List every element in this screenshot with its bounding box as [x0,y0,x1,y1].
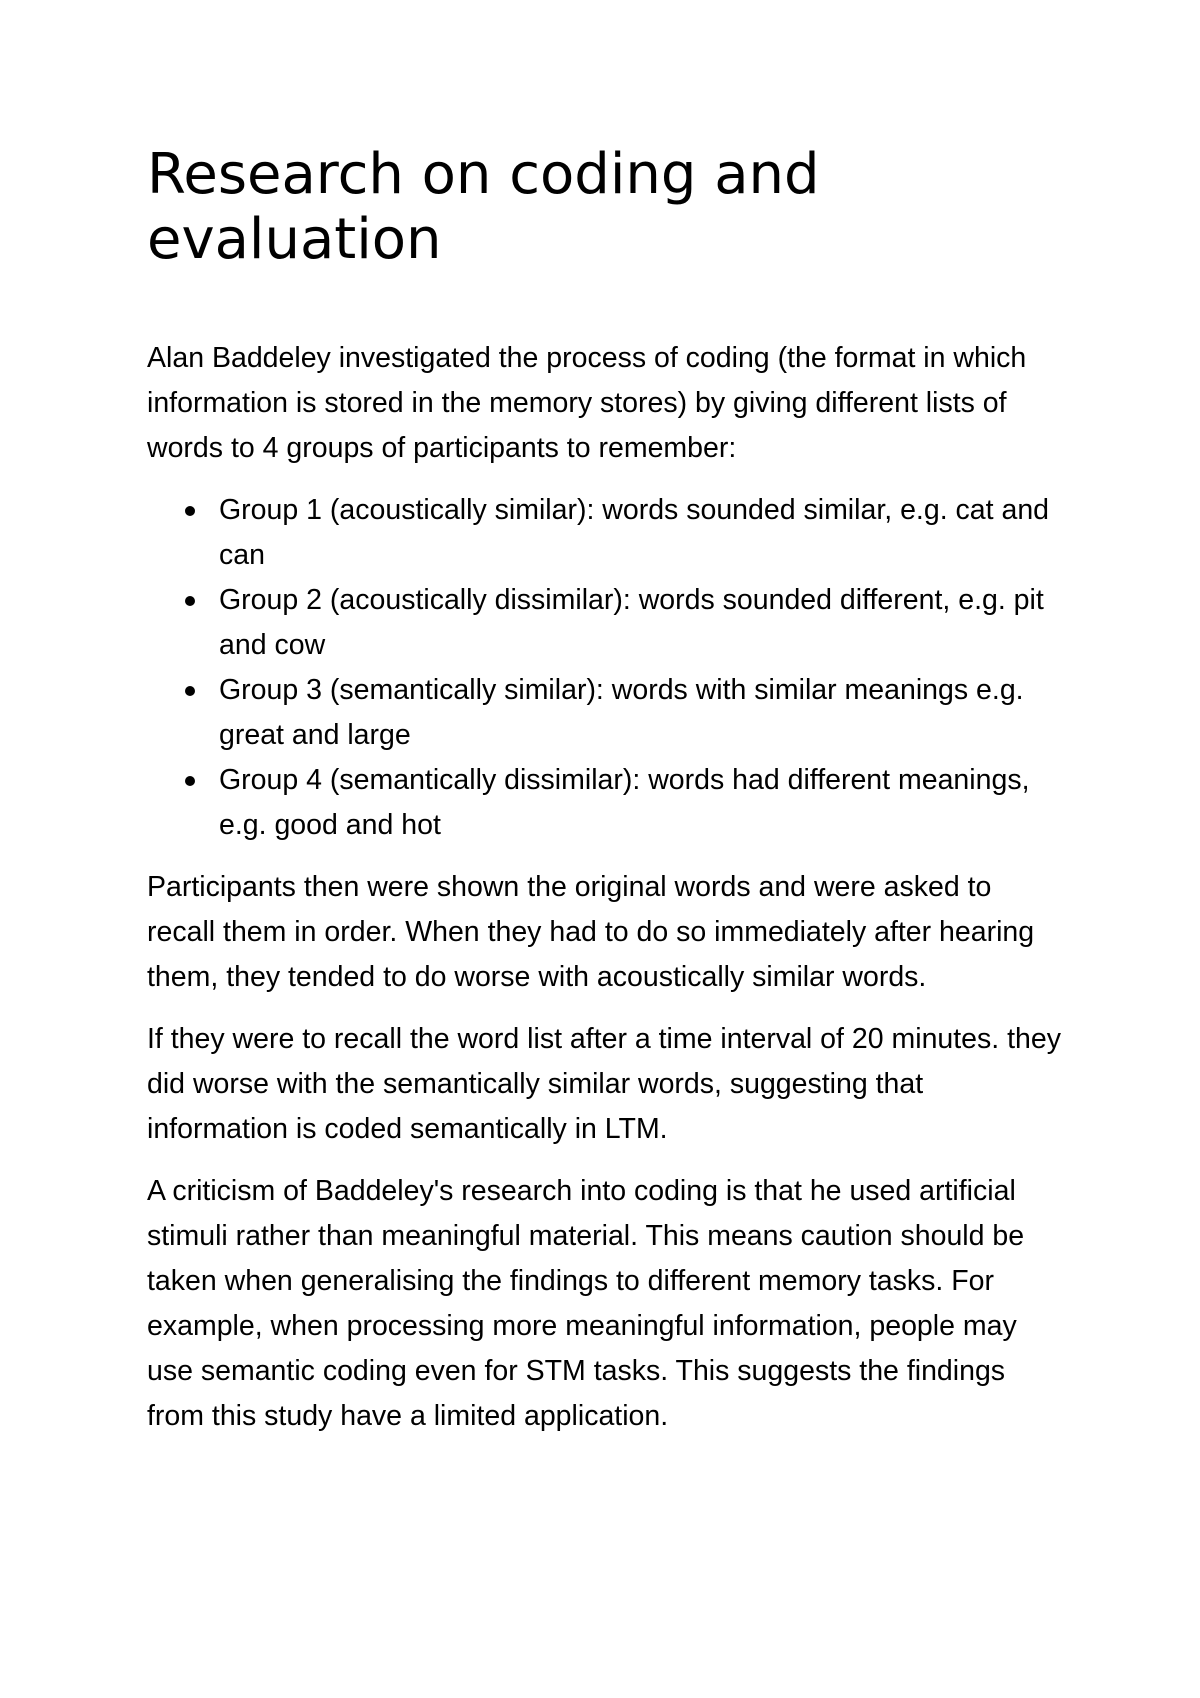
list-item [147,758,1059,848]
list-item [147,578,1059,668]
criticism-paragraph: A criticism of Baddeley's research into coding is that he used artificial stimuli rather than meaningful material. This means caution should be taken when generalising the findings to different memory tasks. For example, when processing more meaningful information, people may use semantic coding even for STM tasks. This suggests the findings from this study have a limited application. [147,1175,1025,1432]
bullet-icon [185,506,195,516]
bullet-icon [185,686,195,696]
list-item [147,668,1059,758]
group-4-text: Group 4 (semantically dissimilar): words had different meanings, e.g. good and hot [219,764,1030,841]
ltm-paragraph: If they were to recall the word list after a time interval of 20 minutes. they did worse with the semantically similar words, suggesting that information is coded semantically in LTM. [147,1023,1061,1145]
group-1-text: Group 1 (acoustically similar): words sounded similar, e.g. cat and can [219,494,1050,571]
bullet-icon [185,596,195,606]
group-3-text: Group 3 (semantically similar): words with similar meanings e.g. great and large [219,674,1024,751]
list-item [147,488,1059,578]
results-paragraph: Participants then were shown the original words and were asked to recall them in order. When they had to do so immediately after hearing them, they tended to do worse with acoustically similar words. [147,871,1035,993]
group-2-text: Group 2 (acoustically dissimilar): words sounded different, e.g. pit and cow [219,584,1044,661]
intro-paragraph: Alan Baddeley investigated the process of coding (the format in which information is stored in the memory stores) by giving different lists of words to 4 groups of participants to remember: [147,342,1027,464]
page-title: Research on coding and evaluation [147,142,820,272]
bullet-icon [185,776,195,786]
document-content [147,142,1067,1439]
group-list [147,488,1067,848]
